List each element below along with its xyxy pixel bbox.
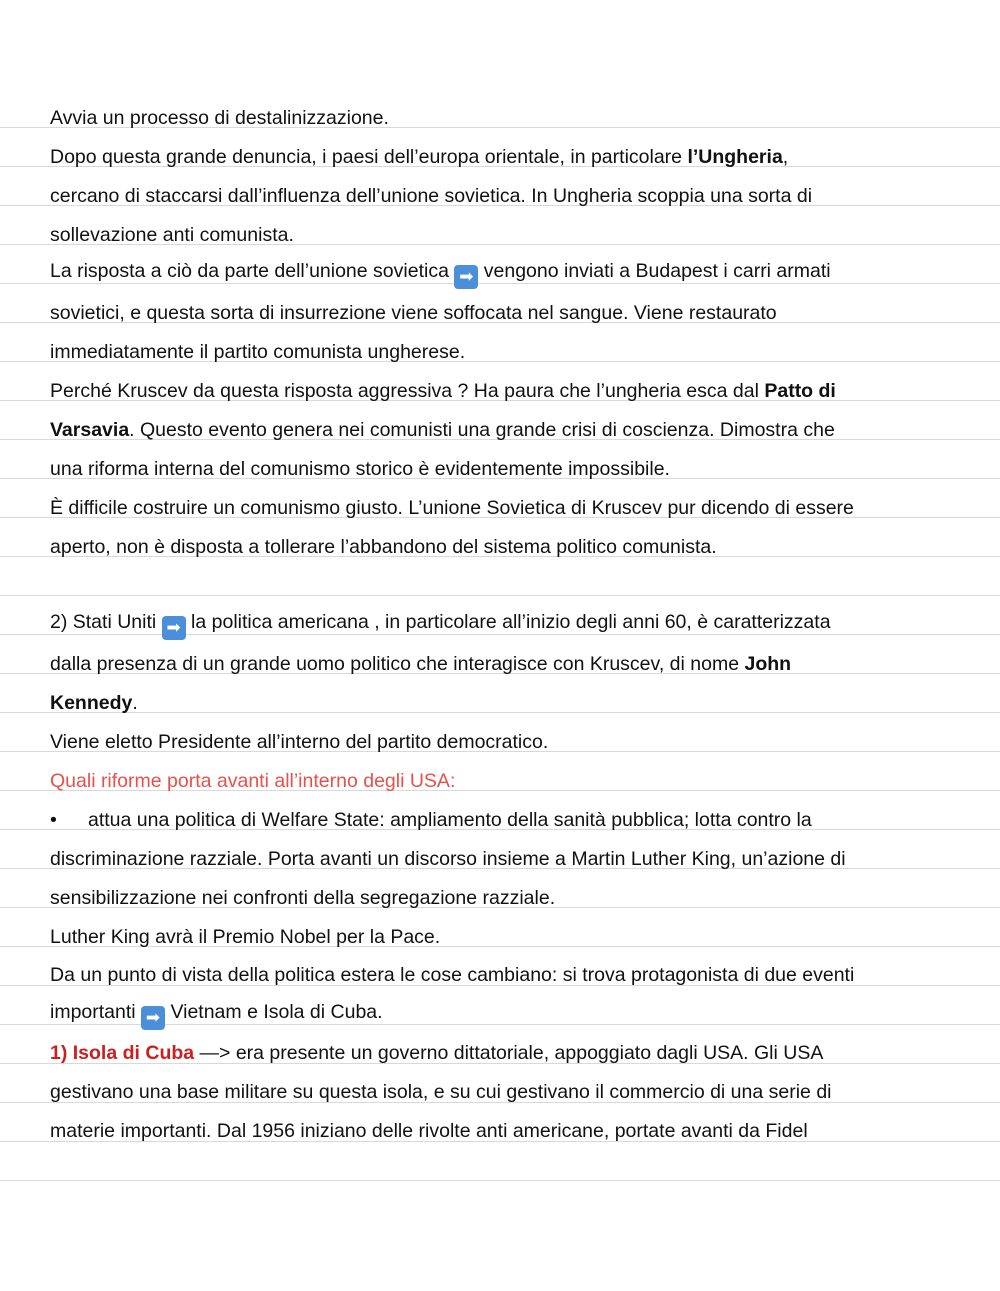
text-line xyxy=(50,457,980,481)
text-line xyxy=(50,496,980,520)
text-line xyxy=(50,886,980,910)
bold-text: l’Ungheria xyxy=(687,146,783,168)
bold-text: Varsavia xyxy=(50,419,130,441)
text-segment: Perché Kruscev da questa risposta aggressiva ? Ha paura che l’ungheria esca dal xyxy=(50,380,765,402)
text-line xyxy=(50,184,980,208)
text-segment: . xyxy=(132,692,138,714)
text-segment: importanti xyxy=(50,1001,142,1023)
colored-text: Quali riforme porta avanti all’interno degli USA: xyxy=(50,770,456,792)
text-line xyxy=(50,106,980,130)
text-line xyxy=(50,379,980,403)
text-line xyxy=(50,730,980,754)
text-segment: dalla presenza di un grande uomo politico che interagisce con Kruscev, di nome xyxy=(50,653,745,675)
text-line xyxy=(50,847,980,871)
bold-text: John xyxy=(744,653,792,675)
text-line xyxy=(50,652,980,676)
text-line xyxy=(50,259,980,289)
text-line xyxy=(50,1080,980,1104)
text-segment: immediatamente il partito comunista ungherese. xyxy=(50,341,466,363)
text-segment: vengono inviati a Budapest i carri armati xyxy=(478,260,831,282)
ruling-line xyxy=(0,1180,1000,1181)
text-segment: —> era presente un governo dittatoriale, appoggiato dagli USA. Gli USA xyxy=(194,1042,824,1064)
text-line xyxy=(50,769,980,793)
ruling-line xyxy=(0,595,1000,596)
text-segment: discriminazione razziale. Porta avanti un discorso insieme a Martin Luther King, un’azione di xyxy=(50,848,846,870)
bold-text: 1) Isola di Cuba xyxy=(50,1042,195,1064)
text-segment: La risposta a ciò da parte dell’unione sovietica xyxy=(50,260,455,282)
text-segment: materie importanti. Dal 1956 iniziano delle rivolte anti americane, portate avanti da Fidel xyxy=(50,1120,808,1142)
text-segment: sollevazione anti comunista. xyxy=(50,224,294,246)
text-line xyxy=(50,418,980,442)
bold-text: Patto di xyxy=(764,380,836,402)
text-segment: . Questo evento genera nei comunisti una grande crisi di coscienza. Dimostra che xyxy=(129,419,835,441)
text-segment: gestivano una base militare su questa isola, e su cui gestivano il commercio di una serie di xyxy=(50,1081,832,1103)
text-line xyxy=(50,1119,980,1143)
text-segment: È difficile costruire un comunismo giusto. L’unione Sovietica di Kruscev pur dicendo di essere xyxy=(50,497,854,519)
text-line xyxy=(50,925,980,949)
text-segment: , xyxy=(782,146,789,168)
text-line xyxy=(50,1041,980,1065)
text-line xyxy=(50,535,980,559)
bullet-icon: • xyxy=(50,809,57,831)
text-line xyxy=(50,340,980,364)
bold-text: Kennedy xyxy=(50,692,133,714)
text-line xyxy=(50,223,980,247)
text-line xyxy=(50,808,980,832)
text-line xyxy=(50,963,980,987)
text-segment: Dopo questa grande denuncia, i paesi dell’europa orientale, in particolare xyxy=(50,146,688,168)
text-segment: 2) Stati Uniti xyxy=(50,611,162,633)
text-line xyxy=(50,1000,980,1030)
text-segment: sovietici, e questa sorta di insurrezione viene soffocata nel sangue. Viene restaurato xyxy=(50,302,777,324)
text-line xyxy=(50,145,980,169)
text-segment: cercano di staccarsi dall’influenza dell’unione sovietica. In Ungheria scoppia una sorta di xyxy=(50,185,813,207)
text-line xyxy=(50,610,980,640)
text-segment: attua una politica di Welfare State: ampliamento della sanità pubblica; lotta contro la xyxy=(88,809,812,831)
text-segment: una riforma interna del comunismo storico è evidentemente impossibile. xyxy=(50,458,670,480)
text-segment: Avvia un processo di destalinizzazione. xyxy=(50,107,389,129)
right-arrow-icon: ➡ xyxy=(141,1006,165,1030)
text-segment: aperto, non è disposta a tollerare l’abbandono del sistema politico comunista. xyxy=(50,536,717,558)
text-segment: Da un punto di vista della politica estera le cose cambiano: si trova protagonista di due eventi xyxy=(50,964,855,986)
text-segment: sensibilizzazione nei confronti della segregazione razziale. xyxy=(50,887,556,909)
text-line xyxy=(50,301,980,325)
right-arrow-icon: ➡ xyxy=(162,616,186,640)
text-line xyxy=(50,691,980,715)
text-segment: Viene eletto Presidente all’interno del partito democratico. xyxy=(50,731,549,753)
text-segment: Vietnam e Isola di Cuba. xyxy=(165,1001,383,1023)
text-segment: Luther King avrà il Premio Nobel per la Pace. xyxy=(50,926,441,948)
right-arrow-icon: ➡ xyxy=(454,265,478,289)
text-segment: la politica americana , in particolare all’inizio degli anni 60, è caratterizzata xyxy=(185,611,831,633)
